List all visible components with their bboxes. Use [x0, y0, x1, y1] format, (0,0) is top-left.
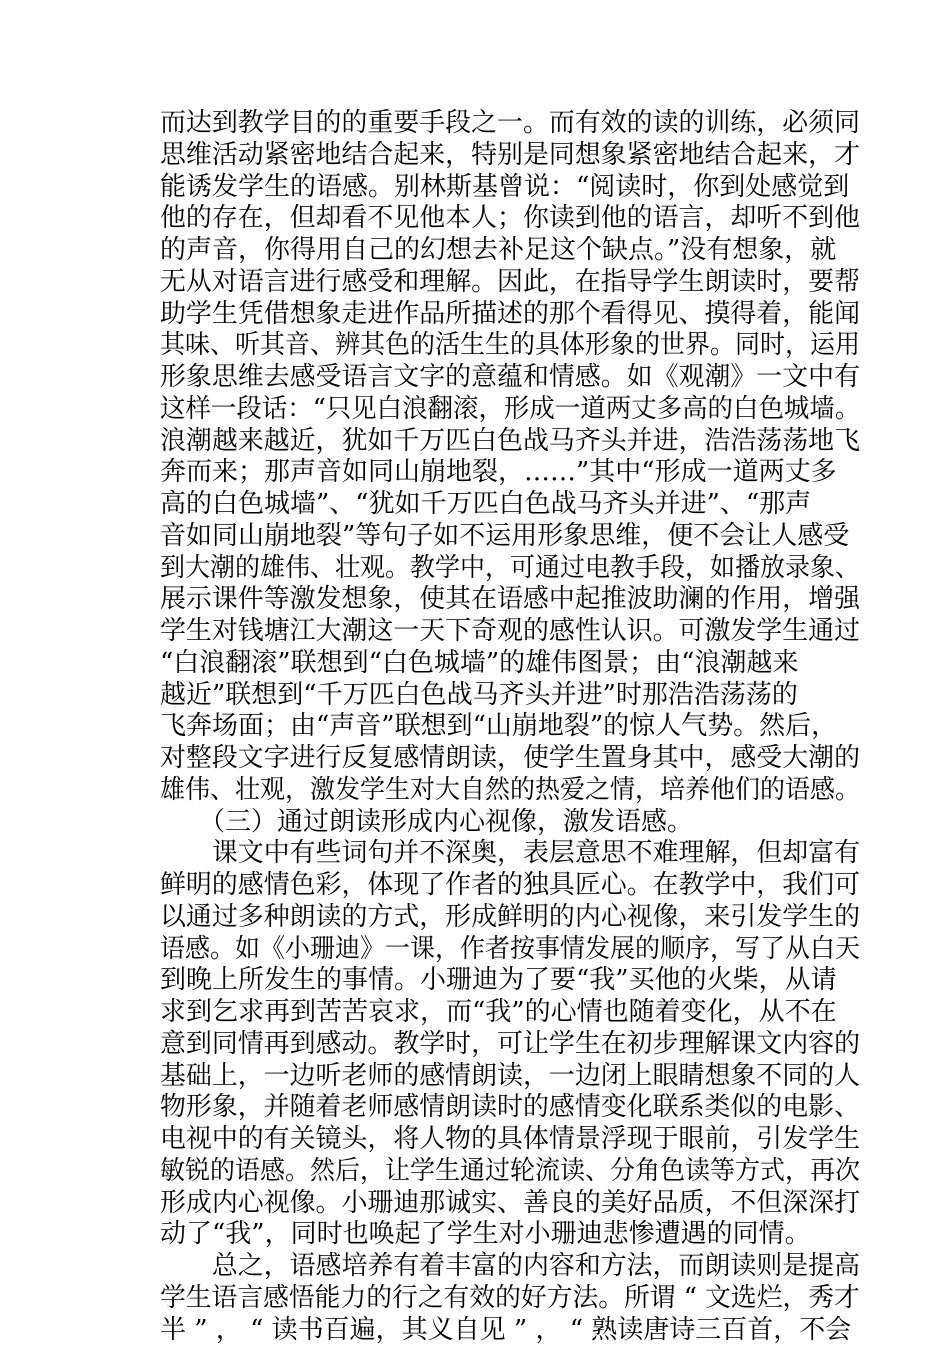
text-line: 越近”联想到“千万匹白色战马齐头并进”时那浩浩荡荡的	[160, 680, 860, 712]
text-line: 敏锐的语感。然后，让学生通过轮流读、分角色读等方式，再次	[160, 1156, 833, 1188]
text-line: 高的白色城墙”、“犹如千万匹白色战马齐头并进”、“那声	[160, 489, 860, 521]
text-line: 学生语言感悟能力的行之有效的好方法。所谓 “ 文选烂，秀才	[160, 1283, 854, 1315]
text-line: 雄伟、壮观，激发学生对大自然的热爱之情，培养他们的语感。	[160, 775, 833, 807]
text-line: 浪潮越来越近，犹如千万匹白色战马齐头并进，浩浩荡荡地飞	[160, 426, 858, 458]
text-line: 形成内心视像。小珊迪那诚实、善良的美好品质，不但深深打	[160, 1188, 858, 1220]
body-text	[160, 108, 860, 1346]
text-line: 能诱发学生的语感。别林斯基曾说：“阅读时，你到处感觉到	[160, 172, 860, 204]
text-line: 语感。如《小珊迪》一课，作者按事情发展的顺序，写了从白天	[160, 934, 833, 966]
text-line: 求到乞求再到苦苦哀求，而“我”的心情也随着变化，从不在	[160, 997, 860, 1029]
text-line: 的声音，你得用自己的幻想去补足这个缺点。”没有想象，就	[160, 235, 860, 267]
text-line: 其味、听其音、辨其色的活生生的具体形象的世界。同时，运用	[160, 330, 833, 362]
text-line: 课文中有些词句并不深奥，表层意思不难理解，但却富有	[160, 838, 858, 870]
text-line: 无从对语言进行感受和理解。因此，在指导学生朗读时，要帮	[160, 267, 858, 299]
text-line: 展示课件等激发想象，使其在语感中起推波助澜的作用，增强	[160, 584, 858, 616]
text-line: 电视中的有关镜头，将人物的具体情景浮现于眼前，引发学生	[160, 1124, 858, 1156]
text-line: （三）通过朗读形成内心视像，激发语感。	[160, 807, 860, 839]
text-line: 意到同情再到感动。教学时，可让学生在初步理解课文内容的	[160, 1029, 858, 1061]
text-line: 动了“我”，同时也唤起了学生对小珊迪悲惨遭遇的同情。	[160, 1219, 860, 1251]
text-line: 到大潮的雄伟、壮观。教学中，可通过电教手段，如播放录象、	[160, 553, 833, 585]
text-line: 奔而来；那声音如同山崩地裂，……”其中“形成一道两丈多	[160, 457, 860, 489]
text-line: 而达到教学目的的重要手段之一。而有效的读的训练，必须同	[160, 108, 858, 140]
text-line: 形象思维去感受语言文字的意蕴和情感。如《观潮》一文中有	[160, 362, 858, 394]
text-line: 以通过多种朗读的方式，形成鲜明的内心视像，来引发学生的	[160, 902, 858, 934]
text-line: 鲜明的感情色彩，体现了作者的独具匠心。在教学中，我们可	[160, 870, 858, 902]
text-line: 思维活动紧密地结合起来，特别是同想象紧密地结合起来，才	[160, 140, 858, 172]
text-line: 基础上，一边听老师的感情朗读，一边闭上眼睛想象不同的人	[160, 1061, 858, 1093]
text-line: 音如同山崩地裂”等句子如不运用形象思维，便不会让人感受	[160, 521, 860, 553]
text-line: 半 ” ， “ 读书百遍，其义自见 ” ， “ 熟读唐诗三百首，不会	[160, 1315, 860, 1346]
text-line: 他的存在，但却看不见他本人；你读到他的语言，却听不到他	[160, 203, 858, 235]
text-line: 飞奔场面；由“声音”联想到“山崩地裂”的惊人气势。然后，	[160, 711, 860, 743]
text-line: 这样一段话：“只见白浪翻滚，形成一道两丈多高的白色城墙。	[160, 394, 845, 426]
text-line: 总之，语感培养有着丰富的内容和方法，而朗读则是提高	[160, 1251, 858, 1283]
text-line: “白浪翻滚”联想到“白色城墙”的雄伟图景；由“浪潮越来	[160, 648, 860, 680]
text-line: 对整段文字进行反复感情朗读，使学生置身其中，感受大潮的	[160, 743, 858, 775]
text-line: 助学生凭借想象走进作品所描述的那个看得见、摸得着，能闻	[160, 299, 858, 331]
text-line: 学生对钱塘江大潮这一天下奇观的感性认识。可激发学生通过	[160, 616, 858, 648]
text-line: 到晚上所发生的事情。小珊迪为了要“我”买他的火柴，从请	[160, 965, 860, 997]
text-line: 物形象，并随着老师感情朗读时的感情变化联系类似的电影、	[160, 1092, 858, 1124]
